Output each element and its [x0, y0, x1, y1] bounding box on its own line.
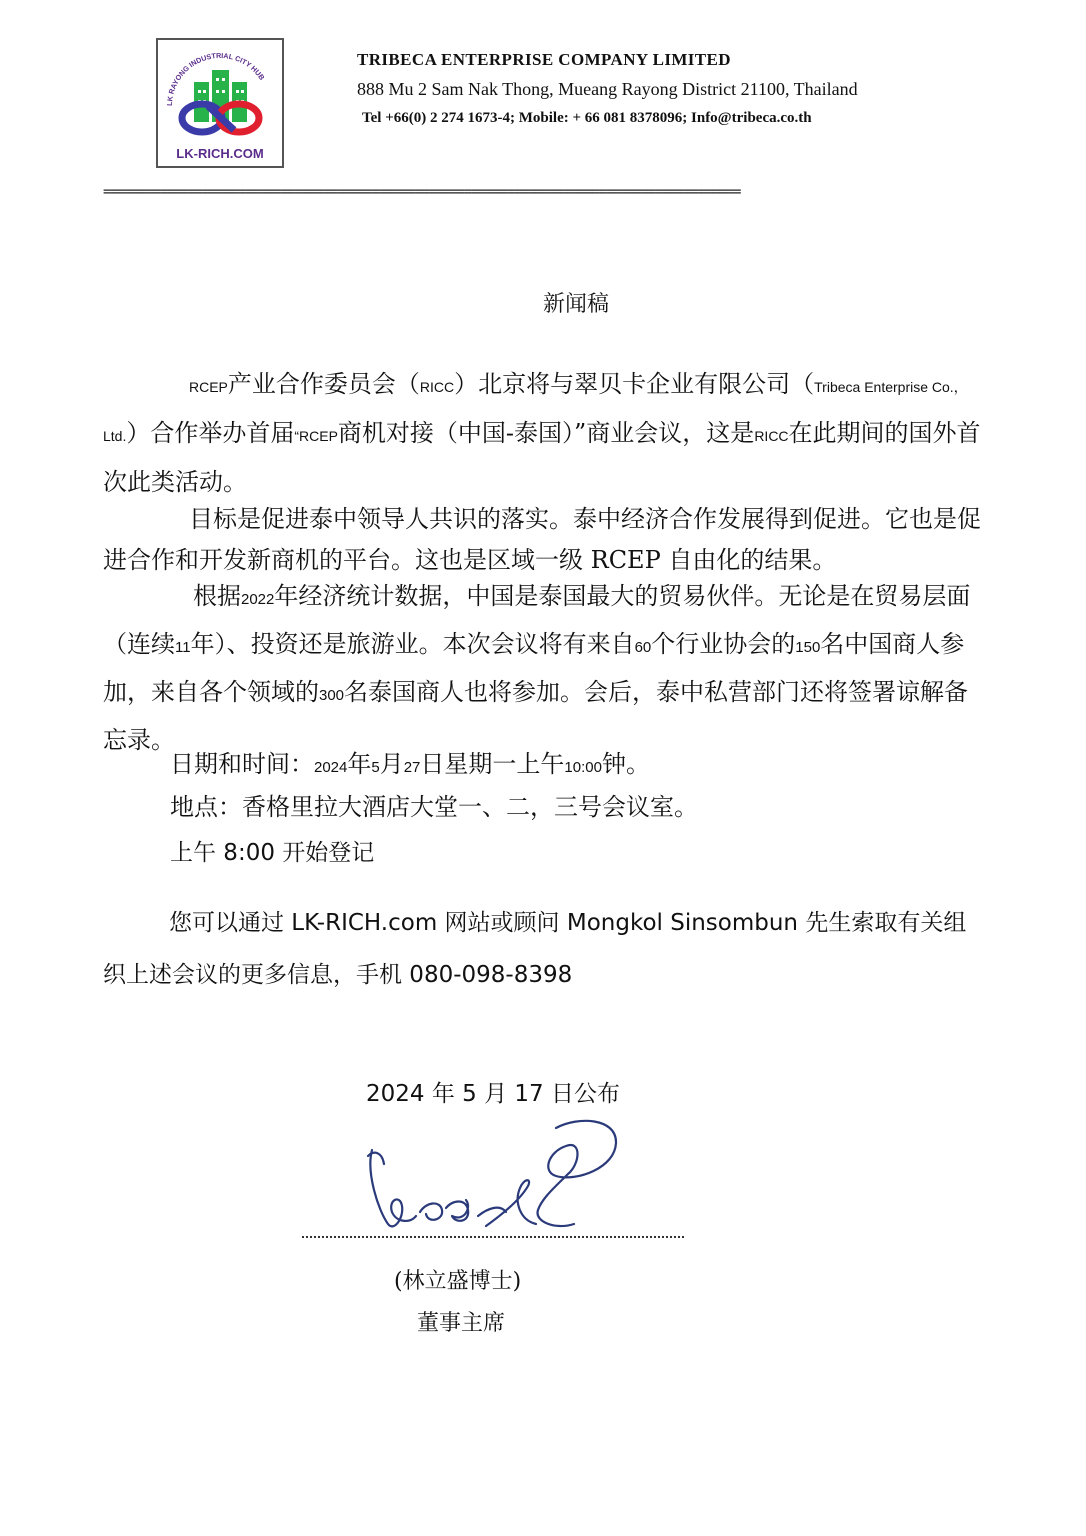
text-span: “RCEP: [294, 428, 338, 444]
text-span: 27: [403, 759, 421, 776]
text-span: 月: [379, 750, 404, 778]
text-span: 根据: [193, 582, 241, 610]
company-logo: [156, 38, 284, 168]
paragraph-intro: [103, 361, 983, 505]
paragraph-goals: [103, 499, 983, 581]
text-span: 年经济统计数据，中国是泰国最大的贸易伙伴。无论是在贸易层面（连续: [103, 582, 971, 658]
text-span: ）北京将与翠贝卡企业有限公司（: [454, 370, 815, 398]
signer-title: 董事主席: [417, 1311, 506, 1336]
text-span: 年: [347, 750, 372, 778]
text-span: 商机对接（中国-泰国）”商业会议，这是: [337, 419, 755, 447]
logo-bottom-text: LK-RICH.COM: [176, 146, 264, 161]
company-name: TRIBECA ENTERPRISE COMPANY LIMITED: [357, 50, 731, 69]
handwritten-signature: [360, 1112, 630, 1241]
text-span: 2024: [314, 759, 348, 776]
header-divider: ==========================================================================================: [103, 184, 741, 200]
text-span: 产业合作委员会（: [227, 370, 420, 398]
text-span: 日期和时间：: [170, 750, 314, 778]
text-span: 11: [175, 639, 191, 656]
text-span: RCEP: [189, 379, 228, 395]
publish-date: 2024 年 5 月 17 日公布: [366, 1081, 620, 1107]
company-address: 888 Mu 2 Sam Nak Thong, Mueang Rayong District 21100, Thailand: [357, 79, 858, 99]
text-span: 150: [795, 639, 821, 656]
text-span: 目标是促进泰中领导人共识的落实。泰中经济合作发展得到促进。它也是促进合作和开发新商机的平台。这也是区域一级 RCEP 自由化的结果。: [103, 505, 981, 574]
text-span: 您可以通过 LK-RICH.com 网站或顾问 Mongkol Sinsombun 先生索取有关组织上述会议的更多信息，手机 080-098-8398: [103, 910, 967, 988]
text-span: 5: [371, 759, 380, 776]
text-span: RICC: [419, 379, 455, 395]
text-span: 60: [634, 639, 652, 656]
text-span: 在此期间的国外首次此类活动。: [103, 419, 981, 496]
signature-line: [302, 1236, 684, 1238]
text-span: 个行业协会的: [651, 630, 796, 658]
paragraph-statistics: [103, 574, 983, 762]
event-location: 地点：香格里拉大酒店大堂一、二，三号会议室。: [170, 793, 698, 821]
document-title: 新闻稿: [542, 292, 609, 317]
registration-time: 上午 8:00 开始登记: [170, 840, 375, 866]
signer-name: (林立盛博士): [394, 1269, 522, 1294]
text-span: Tribeca Enterprise Co.，Ltd.: [103, 379, 968, 444]
text-span: 钟。: [601, 750, 650, 778]
company-contact: Tel +66(0) 2 274 1673-4; Mobile: + 66 081 8378096; Info@tribeca.co.th: [362, 110, 812, 126]
text-span: RICC: [754, 428, 789, 444]
text-span: 名泰国商人也将参加。会后，泰中私营部门还将签署谅解备忘录。: [103, 678, 969, 754]
text-span: 名中国商人参加，来自各个领域的: [103, 630, 965, 706]
contact-paragraph: [103, 897, 983, 1001]
text-span: 日星期一上午: [420, 750, 565, 778]
event-datetime: [170, 744, 650, 788]
text-span: 2022: [241, 591, 275, 608]
text-span: ）合作举办首届: [126, 419, 295, 447]
text-span: 10:00: [564, 759, 602, 776]
text-span: 300: [319, 687, 345, 704]
logo-arc-text: LK RAYONG INDUSTRIAL CITY HUB: [164, 50, 267, 107]
text-span: 年）、投资还是旅游业。本次会议将有来自: [190, 630, 635, 658]
